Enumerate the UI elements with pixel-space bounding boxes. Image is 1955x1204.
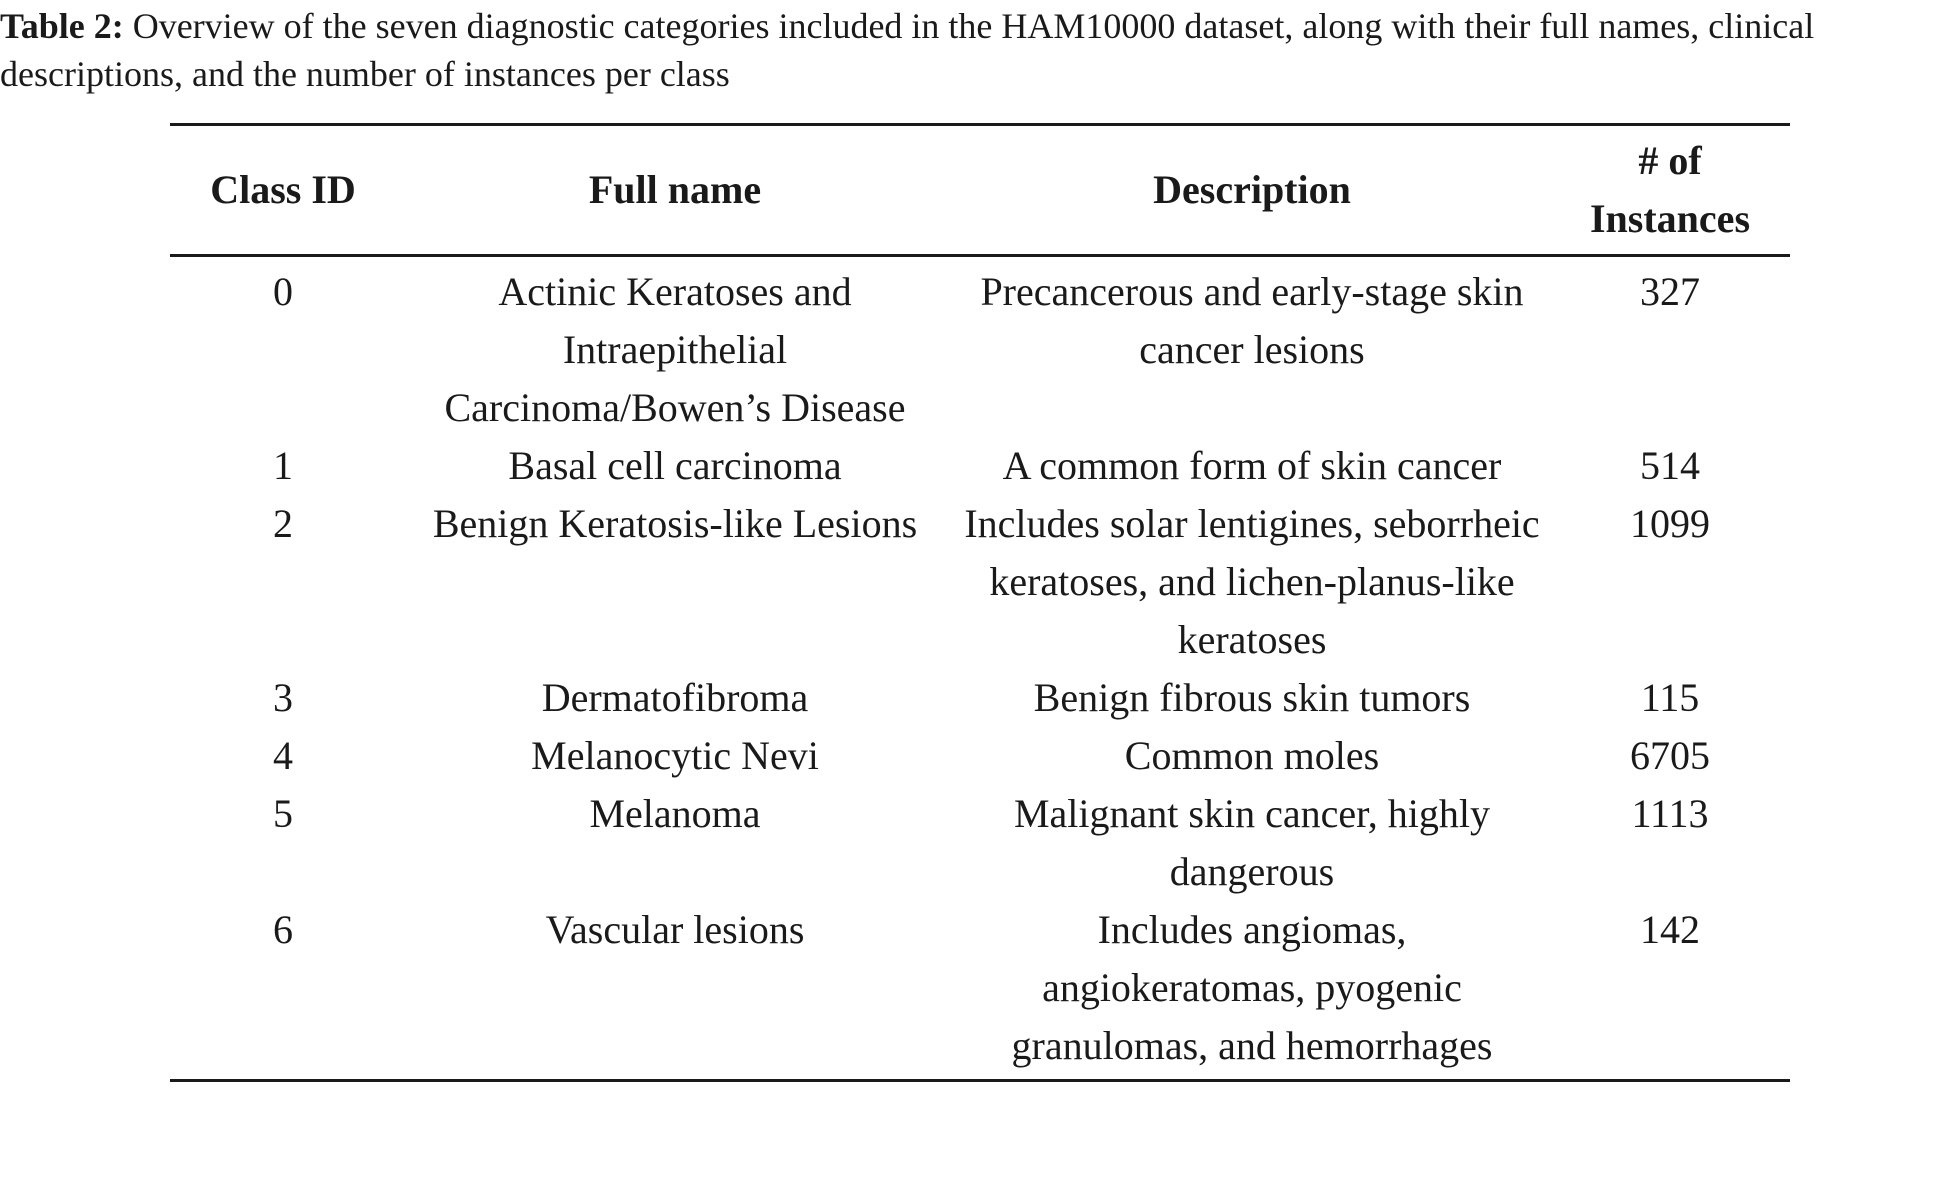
cell-instances: 1113 bbox=[1631, 791, 1709, 836]
cell-instances: 142 bbox=[1640, 907, 1700, 952]
cell-description: Precancerous and early-stage skin cancer lesions bbox=[980, 269, 1524, 372]
cell-full-name: Actinic Keratoses and Intraepithelial Carcinoma/Bowen’s Disease bbox=[444, 269, 906, 430]
table-body bbox=[170, 256, 1790, 1081]
cell-description: Includes solar lentigines, seborrheic keratoses, and lichen-planus-like keratoses bbox=[964, 501, 1540, 662]
cell-full-name: Dermatofibroma bbox=[541, 675, 809, 720]
cell-instances: 115 bbox=[1640, 675, 1700, 720]
header-instances-line1: # of bbox=[1638, 138, 1702, 183]
cell-class-id: 2 bbox=[273, 501, 293, 546]
cell-description: Includes angiomas, angiokeratomas, pyogenic granulomas, and hemorrhages bbox=[1011, 907, 1493, 1068]
cell-class-id: 1 bbox=[273, 443, 293, 488]
header-full-name: Full name bbox=[588, 167, 762, 212]
cell-full-name: Melanoma bbox=[589, 791, 761, 836]
cell-description: Malignant skin cancer, highly dangerous bbox=[1013, 791, 1491, 894]
cell-instances: 514 bbox=[1640, 443, 1700, 488]
table-caption bbox=[0, 2, 1955, 98]
table-container bbox=[170, 123, 1790, 1082]
cell-full-name: Benign Keratosis-like Lesions bbox=[432, 501, 918, 546]
cell-class-id: 0 bbox=[273, 269, 293, 314]
table-row bbox=[170, 785, 1790, 901]
header-instances-line2: Instances bbox=[1589, 196, 1751, 241]
data-table bbox=[170, 123, 1790, 1082]
caption-label: Table 2: bbox=[0, 6, 124, 46]
cell-class-id: 6 bbox=[273, 907, 293, 952]
header-description: Description bbox=[1153, 167, 1351, 212]
cell-class-id: 5 bbox=[273, 791, 293, 836]
cell-full-name: Vascular lesions bbox=[545, 907, 805, 952]
table-row bbox=[170, 256, 1790, 438]
table-header bbox=[170, 125, 1790, 256]
cell-description: Common moles bbox=[1124, 733, 1380, 778]
cell-description: A common form of skin cancer bbox=[1002, 443, 1502, 488]
cell-instances: 1099 bbox=[1630, 501, 1710, 546]
table-row bbox=[170, 727, 1790, 785]
table-row bbox=[170, 901, 1790, 1081]
cell-full-name: Melanocytic Nevi bbox=[531, 733, 819, 778]
header-class-id: Class ID bbox=[210, 167, 356, 212]
caption-text: Overview of the seven diagnostic categories included in the HAM10000 dataset, along with their full names, clinical descriptions, and the number of instances per class bbox=[0, 6, 1815, 94]
cell-description: Benign fibrous skin tumors bbox=[1033, 675, 1471, 720]
header-row bbox=[170, 125, 1790, 256]
cell-instances: 6705 bbox=[1630, 733, 1710, 778]
cell-class-id: 4 bbox=[273, 733, 293, 778]
cell-instances: 327 bbox=[1640, 269, 1700, 314]
table-row bbox=[170, 495, 1790, 669]
header-instances bbox=[1550, 125, 1790, 256]
cell-class-id: 3 bbox=[273, 675, 293, 720]
table-row bbox=[170, 669, 1790, 727]
table-row bbox=[170, 437, 1790, 495]
cell-full-name: Basal cell carcinoma bbox=[508, 443, 842, 488]
